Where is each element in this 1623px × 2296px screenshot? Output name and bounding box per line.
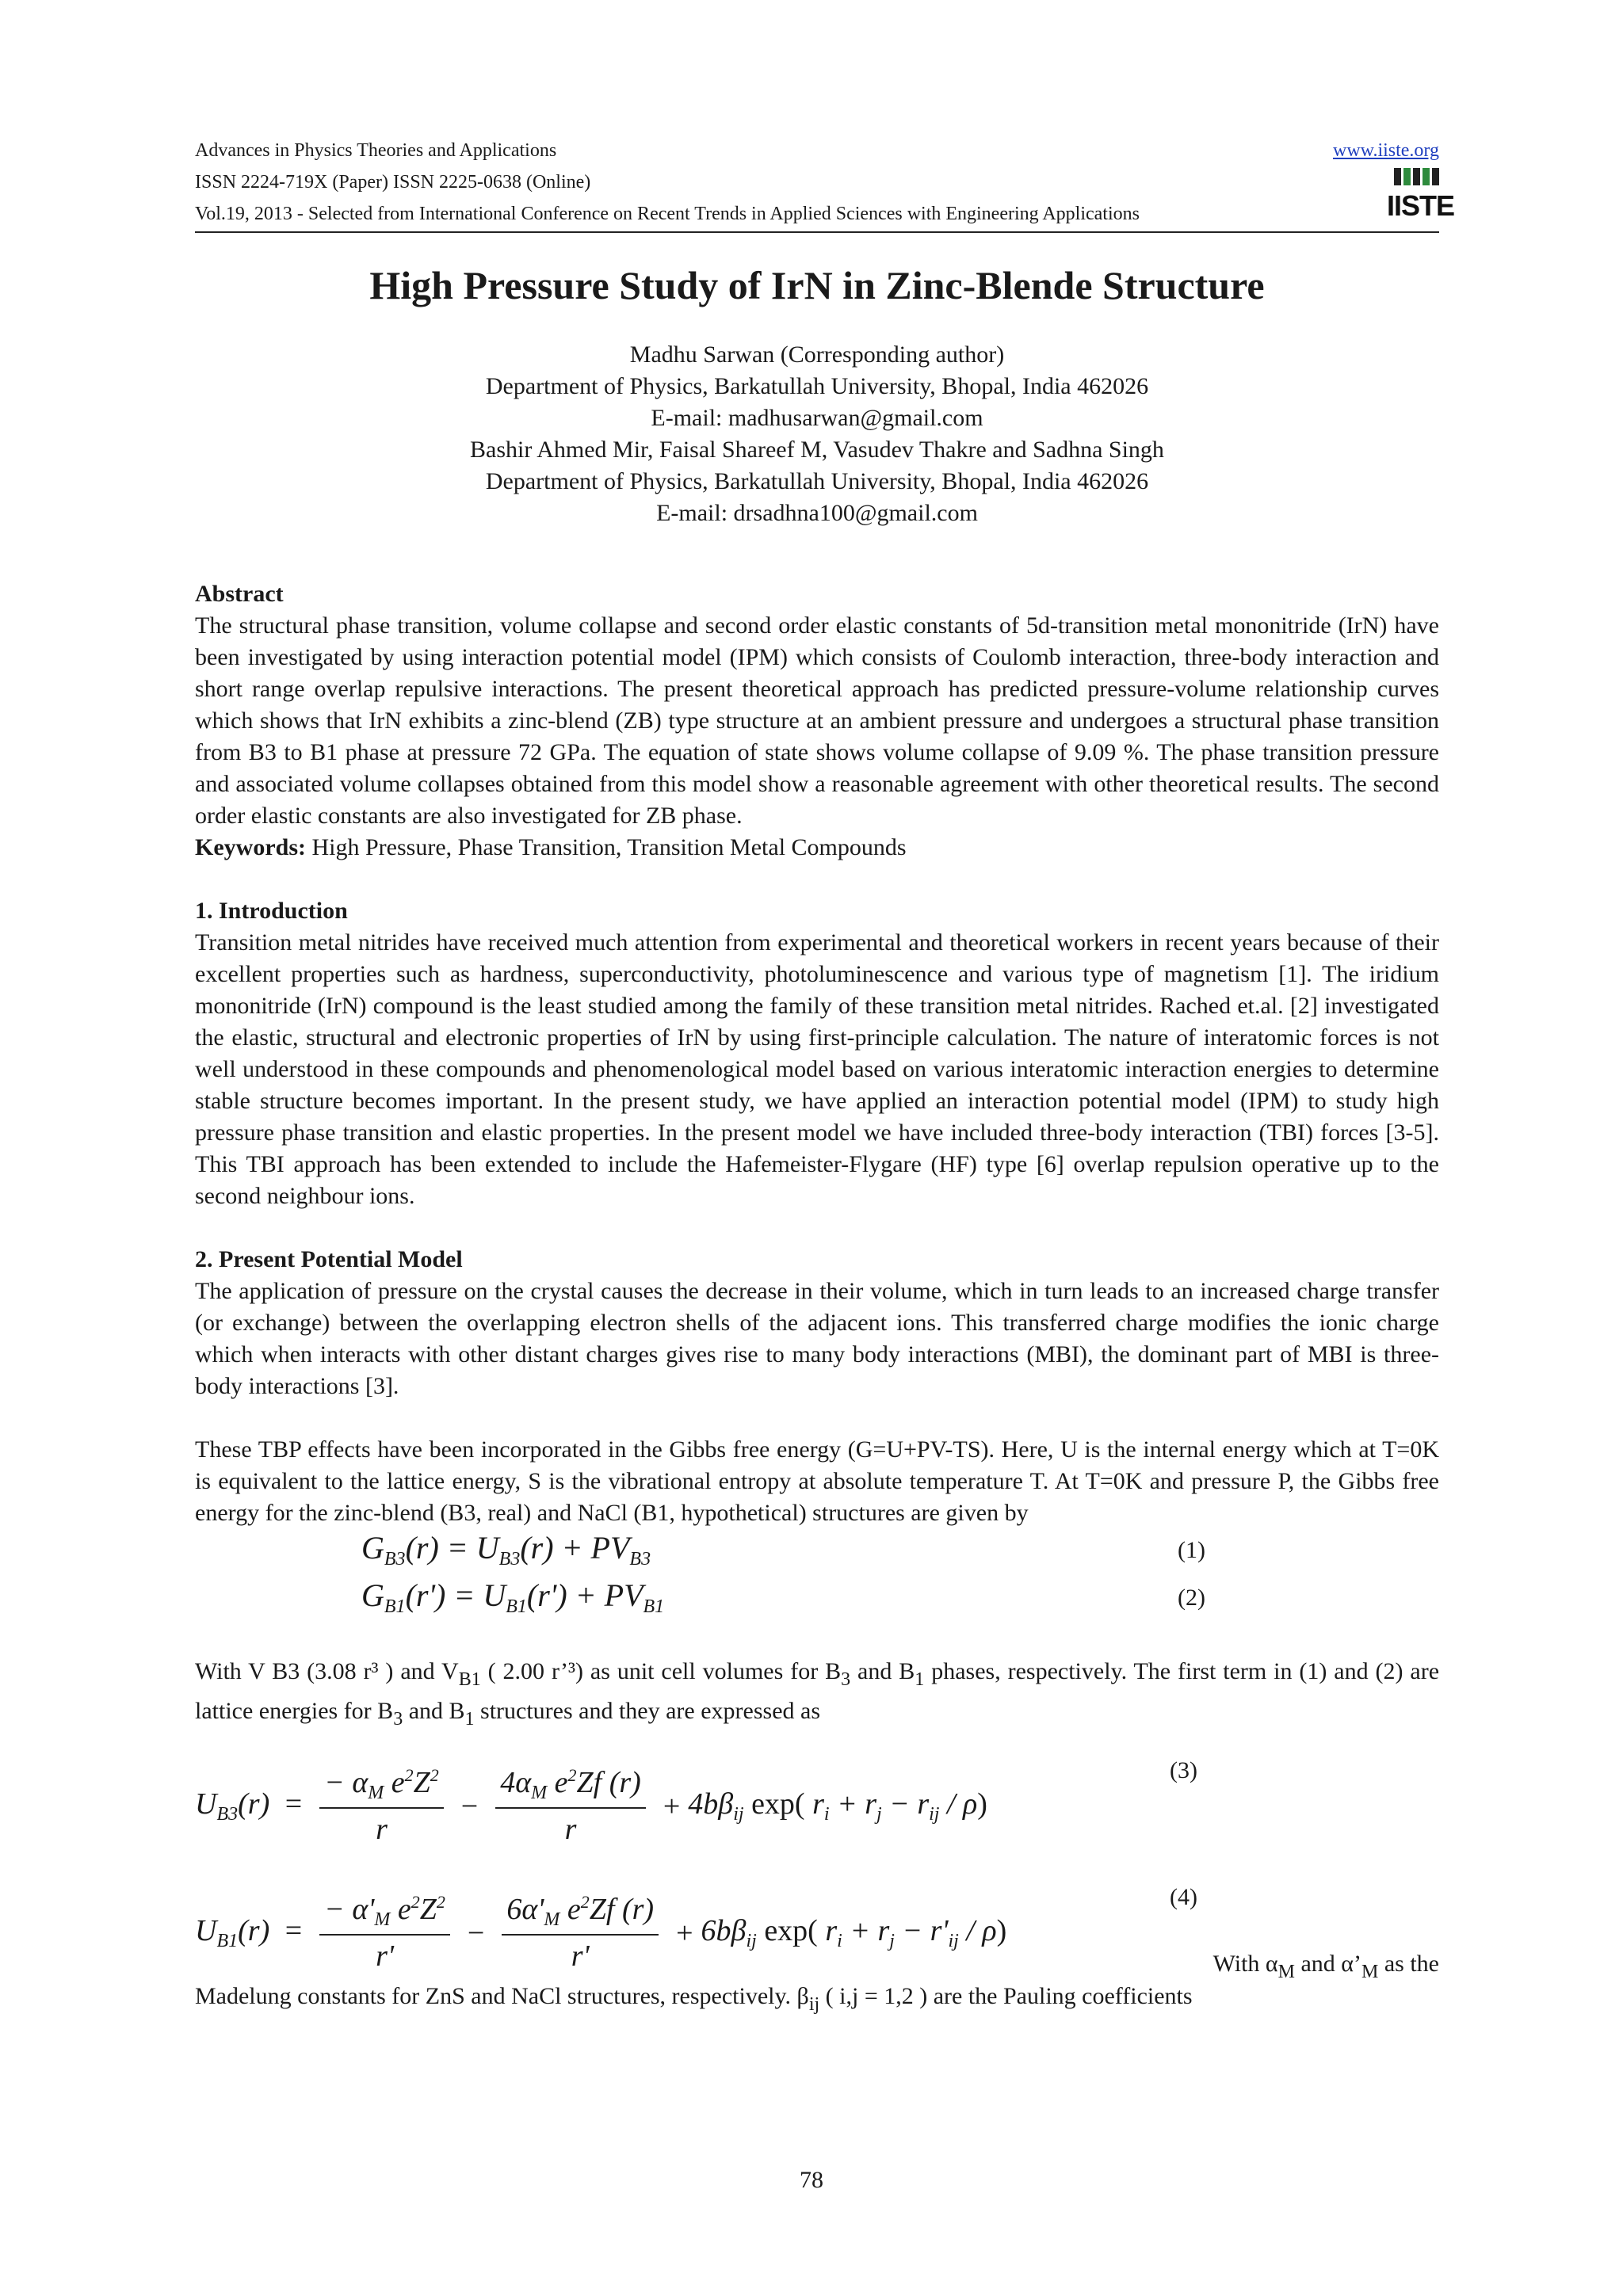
keywords-line [195, 832, 1439, 864]
header-divider [195, 231, 1439, 233]
logo-bars-icon [1387, 168, 1439, 185]
affiliation-line: Department of Physics, Barkatullah University, Bhopal, India 462026 [485, 373, 1149, 399]
email-line: E-mail: madhusarwan@gmail.com [651, 405, 983, 431]
journal-name: Advances in Physics Theories and Applications [195, 140, 557, 161]
author-line: Bashir Ahmed Mir, Faisal Shareef M, Vasudev Thakre and Sadhna Singh [470, 437, 1164, 463]
author-line: Madhu Sarwan (Corresponding author) [629, 341, 1005, 368]
tail-text-2: Madelung constants for ZnS and NaCl structures, respectively. $\beta_{ij}$ ( i,j = 1,2 ) are the Pauling coefficients [195, 1983, 1193, 2015]
author-block [195, 339, 1439, 529]
equation-3-number: (3) [1170, 1757, 1197, 1783]
tail-text-1: With $\alpha_M$ and $\alpha’_M$ as the [1212, 1951, 1439, 1982]
journal-header-line [195, 135, 1439, 166]
abstract-heading: Abstract [195, 581, 284, 607]
email-line: E-mail: drsadhna100@gmail.com [656, 500, 978, 526]
affiliation-line: Department of Physics, Barkatullah University, Bhopal, India 462026 [485, 468, 1149, 494]
equation-2: $G_{B1}(r') = U_{B1}(r') + PV_{B1}$ (2) [361, 1577, 1205, 1617]
equation-4: $U_{B1}(r)$ = $\frac{- \alpha'_M e^2Z^2}{r'}$ − $\frac{6\alpha'_M e^2Zf (r)}{r'}$ + $6b\beta_{ij}$ exp( $r_i + r_j - r'_{ij} / \rho$) (4) With $\alpha_M$ and $\alpha’_M$ as the [195, 1884, 1439, 1982]
model-paragraph-3: With V B3 (3.08 r³ ) and $V_{B1}$ ( 2.00 r’³) as unit cell volumes for $B_3$ and $B_1$ phases, respectively. The first term in (1) and (2) are lattice energies for $B_3$ and $B_1$ structures and they are expressed as [195, 1658, 1440, 1730]
equation-4-number: (4) [1170, 1884, 1197, 1910]
paper-title: High Pressure Study of IrN in Zinc-Blende Structure [369, 263, 1265, 307]
intro-text: Transition metal nitrides have received much attention from experimental and theoretical workers in recent years because of their excellent properties such as hardness, superconductivity, photoluminescence and various type of magnetism [1]. The iridium mononitride (IrN) compound is the least studied among the family of these transition metal nitrides. Rached et.al. [2] investigated the elastic, structural and electronic properties of IrN by using first-principle calculation. The nature of interatomic forces is not well understood in these compounds and phenomenological model based on various interatomic interaction energies to determine stable structure becomes important. In the present study, we have applied an interaction potential model (IPM) to study high pressure phase transition and elastic properties. In the present model we have included three-body interaction (TBI) forces [3-5]. This TBI approach has been extended to include the Hafemeister-Flygare (HF) type [6] overlap repulsion operative up to the second neighbour ions. [195, 929, 1439, 1209]
volume-line [195, 198, 1439, 230]
intro-heading: 1. Introduction [195, 898, 348, 924]
model-heading: 2. Present Potential Model [195, 1246, 463, 1272]
page-number: 78 [800, 2167, 823, 2193]
issn-line [195, 166, 1439, 198]
model-paragraph-2: These TBP effects have been incorporated in the Gibbs free energy (G=U+PV-TS). Here, U is the internal energy which at T=0K is equivalent to the lattice energy, S is the vibrational entropy at absolute temperature T. At T=0K and pressure P, the Gibbs free energy for the zinc-blend (B3, real) and NaCl (B1, hypothetical) structures are given by [195, 1436, 1439, 1526]
paper-page [195, 135, 1455, 2020]
volume-text: Vol.19, 2013 - Selected from International Conference on Recent Trends in Applied Sciences with Engineering Applications [195, 204, 1140, 224]
keywords-label: Keywords: [195, 834, 306, 860]
equation-1: $G_{B3}(r) = U_{B3}(r) + PV_{B3}$ (1) [361, 1530, 1205, 1569]
model-paragraph-1: The application of pressure on the crystal causes the decrease in their volume, which in turn leads to an increased charge transfer (or exchange) between the overlapping electron shells of the adjacent ions. This transferred charge modifies the ionic charge which when interacts with other distant charges gives rise to many body interactions (MBI), the dominant part of MBI is three-body interactions [3]. [195, 1278, 1439, 1399]
logo-text: IISTE [1387, 189, 1455, 222]
equation-2-number: (2) [1178, 1585, 1205, 1611]
abstract-text: The structural phase transition, volume collapse and second order elastic constants of 5d-transition metal mononitride (IrN) have been investigated by using interaction potential model (IPM) which consists of Coulomb interaction, three-body interaction and short range overlap repulsive interactions. The present theoretical approach has predicted pressure-volume relationship curves which shows that IrN exhibits a zinc-blend (ZB) type structure at an ambient pressure and undergoes a structural phase transition from B3 to B1 phase at pressure 72 GPa. The equation of state shows volume collapse of 9.09 %. The phase transition pressure and associated volume collapses obtained from this model show a reasonable agreement with other theoretical results. The second order elastic constants are also investigated for ZB phase. [195, 612, 1439, 829]
keywords-text: High Pressure, Phase Transition, Transition Metal Compounds [311, 834, 907, 860]
equation-3: $U_{B3}(r)$ = $\frac{- \alpha_M e^2Z^2}{r}$ − $\frac{4\alpha_M e^2Zf (r)}{r}$ + $4b\beta_{ij}$ exp( $r_i + r_j - r_{ij} / \rho$) (3) [195, 1757, 1197, 1846]
journal-url-link[interactable]: www.iiste.org [1333, 140, 1439, 161]
issn-text: ISSN 2224-719X (Paper) ISSN 2225-0638 (Online) [195, 172, 591, 193]
iiste-logo [1387, 168, 1455, 231]
equation-1-number: (1) [1178, 1537, 1205, 1563]
